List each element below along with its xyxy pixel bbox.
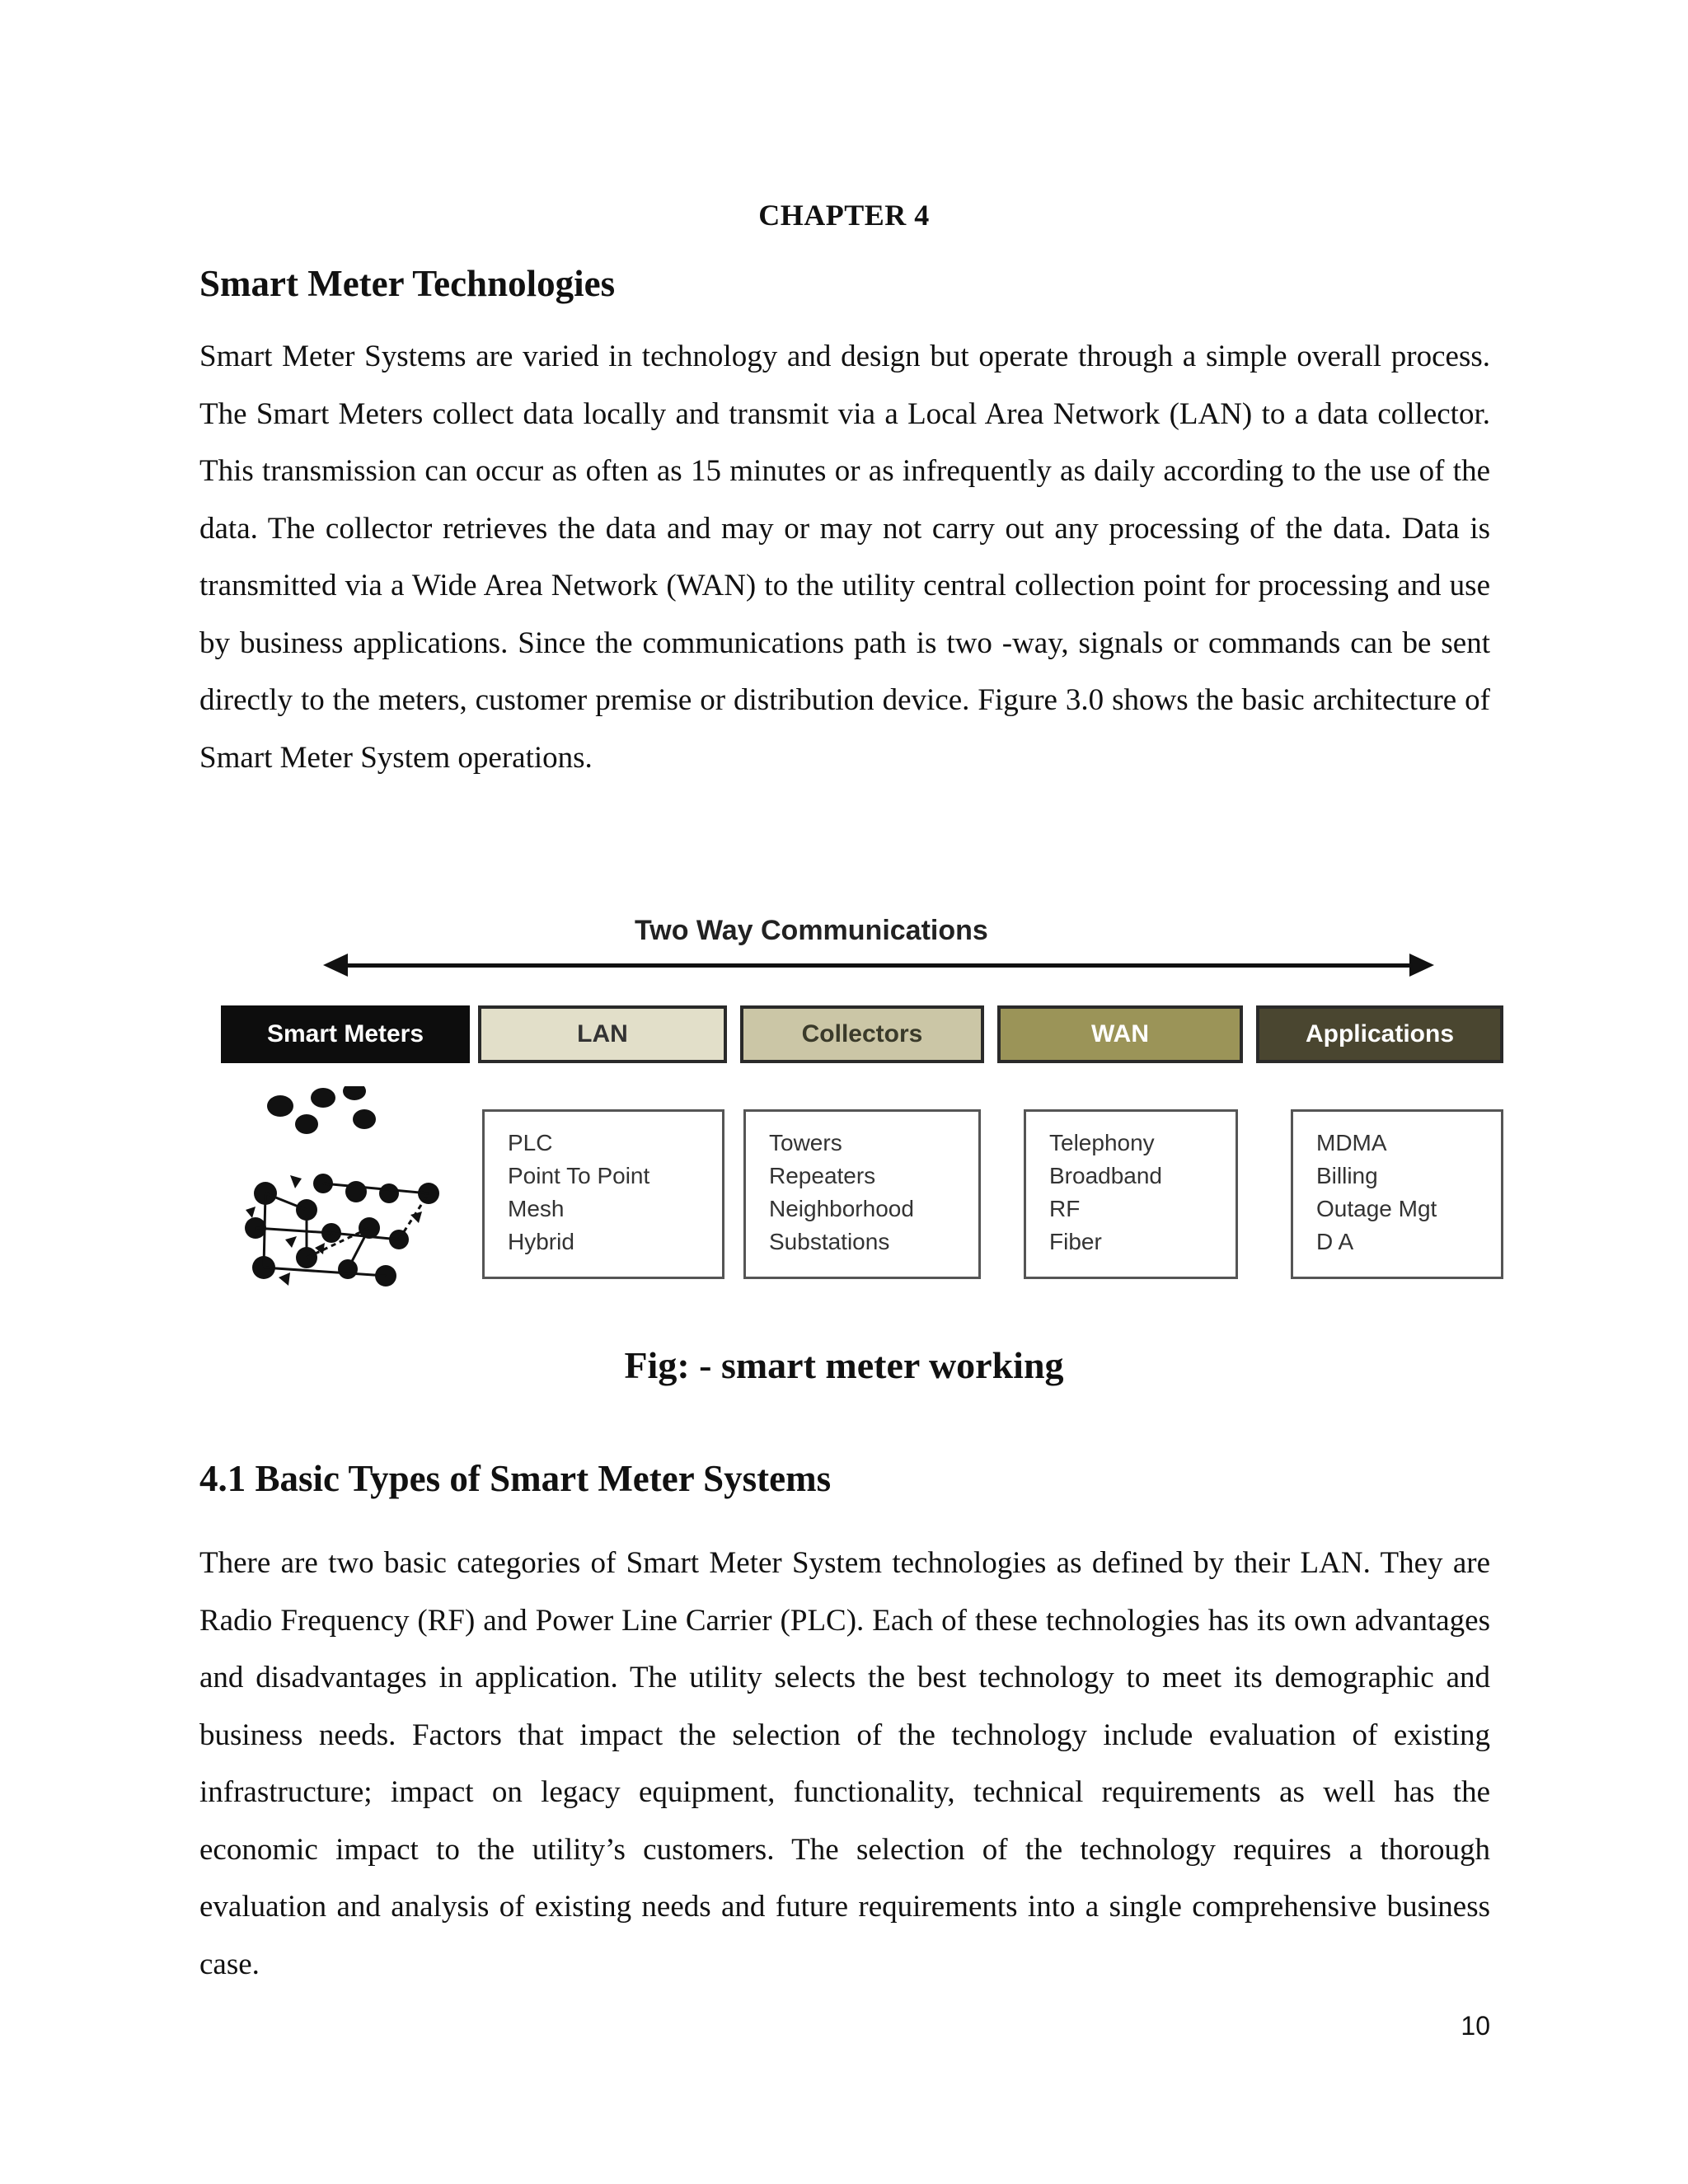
figure-caption: Fig: - smart meter working — [624, 1344, 1064, 1386]
wan-options-box — [1024, 1109, 1238, 1279]
list-item: Hybrid — [508, 1229, 574, 1254]
page-number: 10 — [1461, 2011, 1490, 2041]
intro-paragraph: Smart Meter Systems are varied in technology and design but operate through a simple overall process. The Smart Meters collect data locally and transmit via a Local Area Network (LAN) to a data collector. This transmission can occur as often as 15 minutes or as infrequently as daily according to the use of the data. The collector retrieves the data and may or may not carry out any processing of the data. Data is transmitted via a Wide Area Network (WAN) to the utility central collection point for processing and use by business applications. Since the communications path is two -way, signals or commands can be sent directly to the meters, customer premise or distribution device. Figure 3.0 shows the basic architecture of Smart Meter System operations. — [199, 340, 1490, 775]
meter-network-icon — [216, 1086, 463, 1309]
list-item: Mesh — [508, 1196, 565, 1221]
list-item: Outage Mgt — [1316, 1196, 1437, 1221]
two-way-arrow — [338, 963, 1418, 968]
list-item: Point To Point — [508, 1163, 650, 1188]
list-item: Broadband — [1049, 1163, 1163, 1188]
list-item: Billing — [1316, 1163, 1378, 1188]
list-item: Repeaters — [769, 1163, 876, 1188]
application-options-box — [1291, 1109, 1503, 1279]
header-applications: Applications — [1256, 1005, 1503, 1063]
header-lan: LAN — [478, 1005, 727, 1063]
chapter-title: Smart Meter Technologies — [199, 263, 616, 304]
section-paragraph: There are two basic categories of Smart Meter System technologies as defined by their LAN. They are Radio Frequency (RF) and Power Line Carrier (PLC). Each of these technologies has its own advantages and disadvantages in application. The utility selects the best technology to meet its demographic and business needs. Factors that impact the selection of the technology include evaluation of existing infrastructure; impact on legacy equipment, functionality, technical requirements as well has the economic impact to the utility’s customers. The selection of the technology requires a thorough evaluation and analysis of existing needs and future requirements into a single comprehensive business case. — [199, 1546, 1490, 1981]
list-item: RF — [1049, 1196, 1081, 1221]
header-wan: WAN — [997, 1005, 1243, 1063]
collector-options-box — [743, 1109, 981, 1279]
list-item: Substations — [769, 1229, 890, 1254]
header-collectors: Collectors — [740, 1005, 984, 1063]
list-item: Fiber — [1049, 1229, 1102, 1254]
list-item: Neighborhood — [769, 1196, 914, 1221]
list-item: D A — [1316, 1229, 1354, 1254]
two-way-label: Two Way Communications — [635, 915, 988, 946]
lan-options-box — [482, 1109, 724, 1279]
arrow-right-icon — [1409, 954, 1434, 977]
chapter-label: CHAPTER 4 — [758, 199, 930, 232]
list-item: MDMA — [1316, 1130, 1387, 1155]
section-heading: 4.1 Basic Types of Smart Meter Systems — [199, 1458, 832, 1499]
list-item: Telephony — [1049, 1130, 1155, 1155]
list-item: Towers — [769, 1130, 842, 1155]
list-item: PLC — [508, 1130, 553, 1155]
header-smart-meters: Smart Meters — [221, 1005, 470, 1063]
